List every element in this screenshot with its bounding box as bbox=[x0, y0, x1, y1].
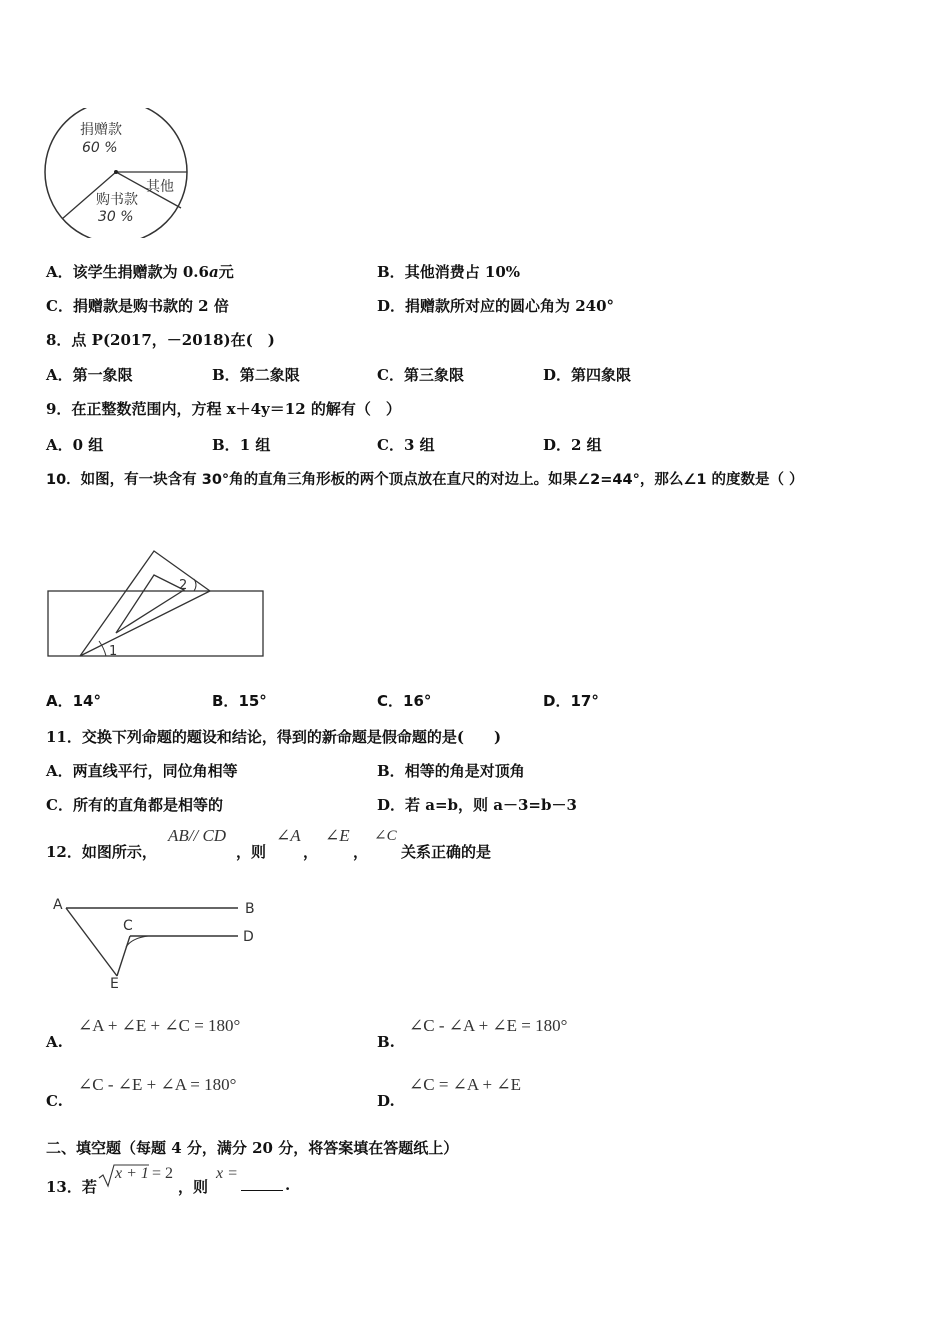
q10-option-a: A．14° bbox=[46, 692, 101, 710]
q9-option-a: A．0 组 bbox=[46, 436, 104, 454]
q9-option-b: B．1 组 bbox=[212, 436, 271, 454]
q12-option-b-letter: B. bbox=[377, 1033, 395, 1051]
q12-sep-1: ， bbox=[303, 843, 319, 861]
q10-option-d: D．17° bbox=[543, 692, 599, 710]
triangle-inner bbox=[116, 575, 184, 633]
q12-angle-a: ∠A bbox=[276, 826, 301, 845]
q12-option-b-formula: ∠C - ∠A + ∠E = 180° bbox=[409, 1016, 568, 1035]
fig-label-e: E bbox=[110, 976, 119, 992]
fig-label-b: B bbox=[245, 901, 255, 917]
q11-option-b: B．相等的角是对顶角 bbox=[377, 762, 525, 780]
q12-angle-e: ∠E bbox=[325, 826, 350, 845]
q13-period: . bbox=[285, 1176, 291, 1194]
q13-answer-blank[interactable] bbox=[241, 1176, 283, 1195]
q12-ab-parallel-cd: AB// CD bbox=[168, 826, 227, 845]
section-2-heading: 二、填空题（每题 4 分，满分 20 分，将答案填在答题纸上） bbox=[46, 1139, 459, 1157]
pie-label-donation: 捐赠款 bbox=[80, 122, 122, 138]
q13-equals-two: = 2 bbox=[152, 1165, 174, 1182]
q9-stem: 9．在正整数范围内，方程 x＋4y＝12 的解有（ ） bbox=[46, 400, 401, 418]
line-ec bbox=[117, 936, 130, 976]
q12-stem-post: 关系正确的是 bbox=[401, 843, 492, 861]
q10-stem: 10．如图，有一块含有 30°角的直角三角形板的两个顶点放在直尺的对边上。如果∠2=44°，那么∠1 的度数是（ ） bbox=[46, 472, 804, 488]
q8-option-b: B．第二象限 bbox=[212, 366, 300, 384]
q12-then: ，则 bbox=[236, 843, 267, 861]
q12-option-d-formula: ∠C = ∠A + ∠E bbox=[409, 1075, 521, 1094]
pie-label-books-pct: 30 % bbox=[98, 209, 134, 225]
q8-option-d: D．第四象限 bbox=[543, 366, 632, 384]
q7-option-d: D．捐赠款所对应的圆心角为 240° bbox=[377, 297, 615, 315]
q12-stem-pre: 12．如图所示， bbox=[46, 843, 157, 861]
fig-label-c: C bbox=[123, 918, 133, 934]
q13-then: ，则 bbox=[178, 1178, 209, 1196]
q13-radicand: x + 1 bbox=[115, 1165, 149, 1182]
pie-center-dot bbox=[114, 170, 118, 174]
pie-label-donation-pct: 60 % bbox=[82, 140, 118, 156]
q8-stem: 8．点 P(2017，－2018)在( ) bbox=[46, 331, 275, 349]
q9-option-c: C．3 组 bbox=[377, 436, 435, 454]
fig-label-d: D bbox=[243, 929, 254, 945]
q13-x-equals: x = bbox=[216, 1165, 238, 1182]
angle-label-1: 1 bbox=[109, 644, 118, 659]
q12-option-a-formula: ∠A + ∠E + ∠C = 180° bbox=[78, 1016, 241, 1035]
q7-option-b: B．其他消费占 10% bbox=[377, 263, 521, 281]
triangle-outer bbox=[80, 551, 210, 656]
pie-chart-figure bbox=[40, 108, 195, 238]
pie-label-books: 购书款 bbox=[96, 192, 138, 208]
q13-stem-pre: 13．若 bbox=[46, 1178, 97, 1196]
q12-angle-c: ∠C bbox=[374, 828, 397, 844]
q11-stem: 11．交换下列命题的题设和结论，得到的新命题是假命题的是( ) bbox=[46, 728, 502, 746]
q12-option-c-letter: C. bbox=[46, 1092, 63, 1110]
parallel-lines-figure bbox=[44, 890, 274, 995]
q10-option-c: C．16° bbox=[377, 692, 432, 710]
q12-sep-2: ， bbox=[353, 843, 369, 861]
ruler-triangle-figure bbox=[44, 545, 269, 663]
ruler bbox=[48, 591, 263, 656]
q12-option-a-letter: A. bbox=[46, 1033, 63, 1051]
q12-option-d-letter: D. bbox=[377, 1092, 395, 1110]
q11-option-d: D．若 a=b，则 a－3=b－3 bbox=[377, 796, 577, 814]
q8-option-a: A．第一象限 bbox=[46, 366, 133, 384]
line-ae bbox=[66, 908, 117, 976]
q11-option-a: A．两直线平行，同位角相等 bbox=[46, 762, 238, 780]
pie-label-other: 其他 bbox=[146, 179, 174, 195]
q12-option-c-formula: ∠C - ∠E + ∠A = 180° bbox=[78, 1075, 237, 1094]
q7-option-c: C．捐赠款是购书款的 2 倍 bbox=[46, 297, 229, 315]
q9-option-d: D．2 组 bbox=[543, 436, 602, 454]
q11-option-c: C．所有的直角都是相等的 bbox=[46, 796, 223, 814]
q7-option-a: A．该学生捐赠款为 0.6a元 bbox=[46, 263, 234, 281]
q10-option-b: B．15° bbox=[212, 692, 267, 710]
fig-label-a: A bbox=[53, 897, 63, 913]
q8-option-c: C．第三象限 bbox=[377, 366, 464, 384]
angle-label-2: 2 bbox=[179, 578, 188, 593]
